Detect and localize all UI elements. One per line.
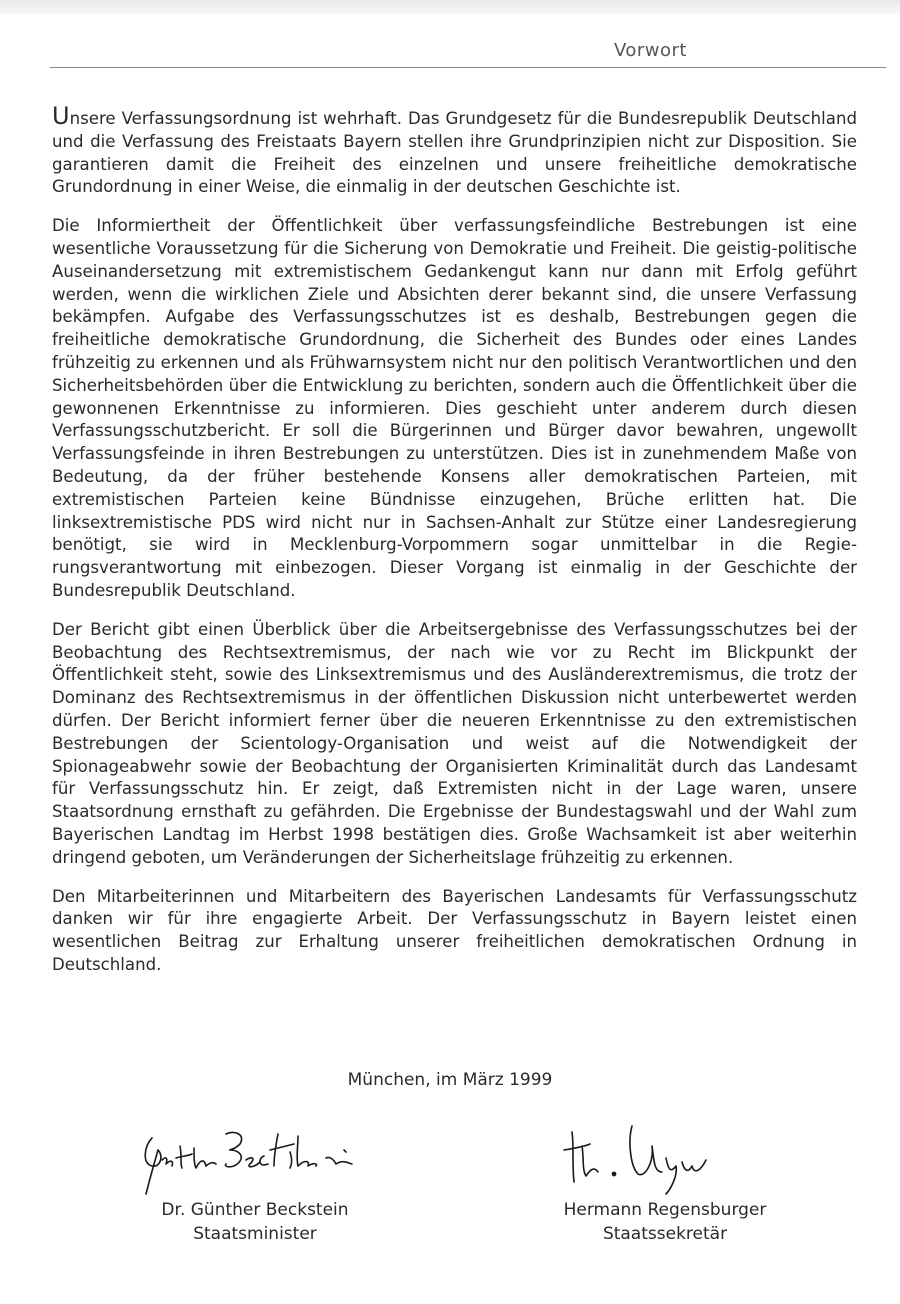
top-scan-band — [0, 0, 900, 14]
paragraph-4: Den Mitarbeiterinnen und Mitarbeitern des Bayerischen Landesamts für Verfassungsschutz danken wir für ihre engagierte Arbeit. Der Verfassungsschutz in Bayern leistet einen wesentlichen Beitrag zur Erhaltung unserer freiheitlichen demokratischen Ordnung in Deutschland. — [52, 886, 857, 974]
signature-block-beckstein — [130, 1116, 380, 1246]
paragraph-3: Der Bericht gibt einen Überblick über die Arbeitsergebnisse des Verfassungsschutzes bei der Beobachtung des Rechtsextremismus, der nach wie vor zu Recht im Blickpunkt der Öffentlichkeit steht, sowie des Linksextremismus und des Ausländerextremismus, die trotz der Dominanz des Rechtsextremismus in der öffentlichen Diskussion nicht unterbewertet werden dürfen. Der Bericht informiert ferner über die neueren Erkenntnisse zu den extremistischen Bestrebungen der Scientology-Organisation und weist auf die Notwendigkeit der Spionageabwehr sowie der Beobachtung der Organisierten Kriminalität durch das Landesamt für Verfassungsschutz hin. Er zeigt, daß Extremisten nicht in der Lage waren, unsere Staatsordnung ernsthaft zu gefährden. Die Ergebnisse der Bundestagswahl und der Wahl zum Bayerischen Landtag im Herbst 1998 bestätigen dies. Große Wachsamkeit ist aber weiterhin dringend geboten, um Veränderungen der Sicherheitslage frühzeitig zu erkennen. — [52, 619, 857, 867]
signatory-role: Staatsminister — [193, 1224, 317, 1244]
paragraph-1-text: nsere Verfassungsordnung ist wehrhaft. Das Grundgesetz für die Bundesrepublik Deutschland und die Verfassung des Freistaats Bayern stellen ihre Grundprinzipien nicht zur Disposition. Sie garantieren damit die Freiheit des einzelnen und unsere freiheitliche demokratische Grundordnung in einer Weise, die einmalig in der deutschen Geschichte ist. — [52, 109, 857, 197]
handwritten-signature-beckstein — [130, 1116, 380, 1196]
handwritten-signature-regensburger — [520, 1116, 810, 1196]
header-rule — [50, 67, 886, 68]
signatory-name: Hermann Regensburger — [563, 1200, 767, 1220]
paragraph-2: Die Informiertheit der Öffentlichkeit über verfassungsfeindliche Bestrebungen ist eine wesentliche Voraussetzung für die Sicherung von Demokratie und Freiheit. Die geistig-politische Auseinandersetzung mit extremistischem Gedankengut kann nur dann mit Erfolg geführt werden, wenn die wirklichen Ziele und Absichten derer bekannt sind, die unsere Verfassung bekämpfen. Aufgabe des Verfassungsschutzes ist es deshalb, Bestrebungen gegen die freiheitliche demokratische Grundordnung, die Sicherheit des Bundes oder eines Landes frühzeitig zu erkennen und als Frühwarnsystem nicht nur den politisch Verantwortlichen und den Sicherheitsbehörden über die Entwicklung zu berichten, sondern auch die Öffentlichkeit über die gewonnenen Erkenntnisse zu informieren. Dies geschieht unter anderem durch diesen Verfassungsschutzbericht. Er soll die Bürgerinnen und Bürger davor bewahren, ungewollt Verfassungsfeinde in ihren Bestrebungen zu unterstützen. Dies ist in zunehmendem Maße von Bedeutung, da der früher bestehende Konsens aller demokratischen Parteien, mit extremistischen Parteien keine Bündnisse einzugehen, Brüche erlitten hat. Die linksextremistische PDS wird nicht nur in Sachsen-Anhalt zur Stütze einer Landesregierung benötigt, sie wird in Mecklenburg-Vorpommern sogar unmittelbar in die Regierungsverantwortung mit einbezogen. Dieser Vorgang ist einmalig in der Geschichte der Bundesrepublik Deutschland. — [52, 216, 857, 600]
signatory-role: Staatssekretär — [602, 1224, 728, 1244]
signatory-name: Dr. Günther Beckstein — [161, 1200, 349, 1220]
dropcap-letter: U — [52, 102, 70, 130]
signature-block-regensburger — [520, 1116, 810, 1246]
foreword-body — [52, 102, 857, 993]
page-header-title: Vorwort — [613, 40, 687, 61]
place-date: München, im März 1999 — [347, 1070, 553, 1090]
paragraph-1 — [52, 102, 857, 199]
